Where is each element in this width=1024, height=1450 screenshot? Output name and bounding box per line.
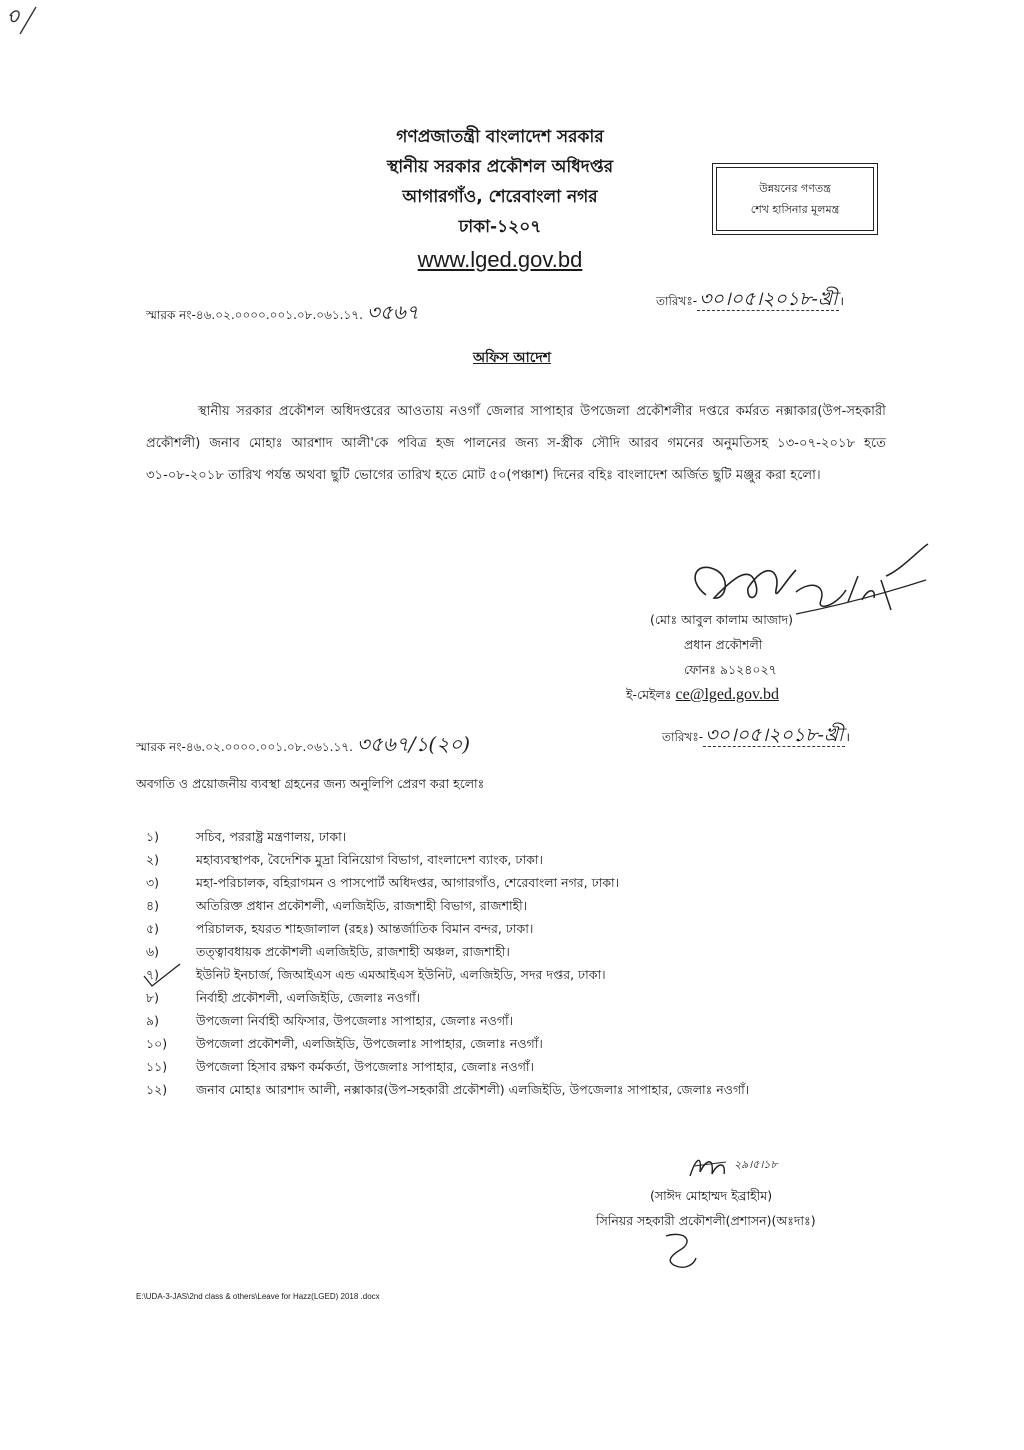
distribution-item	[146, 1032, 906, 1055]
distribution-item	[146, 894, 906, 917]
email-label: ই-মেইলঃ	[626, 687, 672, 702]
date-label: তারিখঃ-	[656, 294, 698, 308]
distribution-list	[146, 825, 906, 1101]
distribution-item-number: ৯)	[146, 1013, 159, 1028]
memo-date-1	[656, 288, 844, 313]
signatory-designation: সিনিয়র সহকারী প্রকৌশলী(প্রশাসন)(অঃদাঃ)	[596, 1213, 816, 1228]
distribution-item-text: সচিব, পররাষ্ট্র মন্ত্রণালয়, ঢাকা।	[196, 829, 347, 844]
date-handwritten: ৩০।০৫।২০১৮-খ্রী	[699, 288, 838, 310]
memo-number-handwritten: ৩৫৬৭	[366, 300, 419, 324]
date-handwritten: ৩০।০৫।২০১৮-খ্রী	[705, 724, 844, 746]
distribution-item	[146, 917, 906, 940]
letterhead	[280, 122, 720, 276]
distribution-item-number: ১২)	[146, 1082, 168, 1097]
government-title: গণপ্রজাতন্ত্রী বাংলাদেশ সরকার	[396, 127, 604, 147]
distribution-item-text: পরিচালক, হযরত শাহজালাল (রহঃ) আন্তর্জাতিক বিমান বন্দর, ঢাকা।	[196, 921, 534, 936]
distribution-item-number: ৮)	[146, 990, 159, 1005]
distribution-item-text: উপজেলা হিসাব রক্ষণ কর্মকর্তা, উপজেলাঃ সাপাহার, জেলাঃ নওগাঁ।	[196, 1059, 535, 1074]
signature-date: ২৯।৫।১৮	[734, 1158, 778, 1171]
distribution-item-number: ৪)	[146, 898, 159, 913]
city-line: ঢাকা-১২০৭	[458, 217, 542, 237]
distribution-item-text: মহা-পরিচালক, বহিরাগমন ও পাসপোর্ট অধিদপ্তর, আগারগাঁও, শেরেবাংলা নগর, ঢাকা।	[196, 875, 620, 890]
distribution-item-number: ৭)	[146, 967, 160, 982]
address-line: আগারগাঁও, শেরেবাংলা নগর	[402, 187, 598, 207]
office-order-title: অফিস আদেশ	[472, 350, 552, 366]
motto-line-2: শেখ হাসিনার মূলমন্ত্র	[750, 203, 840, 216]
distribution-item-number: ২)	[146, 852, 160, 867]
distribution-item-text: অতিরিক্ত প্রধান প্রকৌশলী, এলজিইডি, রাজশাহী বিভাগ, রাজশাহী।	[196, 898, 528, 913]
distribution-item-number: ১১)	[146, 1059, 168, 1074]
distribution-item-number: ১)	[146, 829, 159, 844]
distribution-item-text: উপজেলা প্রকৌশলী, এলজিইডি, উপজেলাঃ সাপাহার, জেলাঃ নওগাঁ।	[196, 1036, 543, 1051]
motto-box	[712, 163, 878, 235]
page-mark-scribble	[6, 4, 40, 38]
distribution-item-text: তত্ত্বাবধায়ক প্রকৌশলী এলজিইডি, রাজশাহী অঞ্চল, রাজশাহী।	[196, 944, 510, 959]
distribution-item	[146, 1009, 906, 1032]
distribution-item-text: মহাব্যবস্থাপক, বৈদেশিক মুদ্রা বিনিয়োগ বিভাগ, বাংলাদেশ ব্যাংক, ঢাকা।	[196, 852, 543, 867]
distribution-item-text: নির্বাহী প্রকৌশলী, এলজিইডি, জেলাঃ নওগাঁ।	[196, 990, 421, 1005]
signatory-phone: ফোনঃ ৯১২৪০২৭	[684, 662, 777, 677]
motto-line-1: উন্নয়নের গণতন্ত্র	[759, 182, 831, 195]
memo-date-2	[662, 724, 850, 749]
chief-engineer-block	[626, 607, 794, 707]
memo-label: স্মারক নং-৪৬.০২.০০০০.০০১.০৮.০৬১.১৭.	[146, 308, 363, 322]
distribution-item	[146, 871, 906, 894]
date-label: তারিখঃ-	[662, 730, 704, 744]
date-end: ।	[845, 730, 851, 744]
distribution-item-number: ৬)	[146, 944, 160, 959]
signatory-name: (সাঈদ মোহাম্মদ ইব্রাহীম)	[650, 1188, 773, 1203]
distribution-item	[146, 940, 906, 963]
distribution-item-text: উপজেলা নির্বাহী অফিসার, উপজেলাঃ সাপাহার, জেলাঃ নওগাঁ।	[196, 1013, 514, 1028]
email-link[interactable]: ce@lged.gov.bd	[675, 686, 779, 703]
page-number-mark	[6, 4, 40, 38]
memo-reference-1	[146, 298, 419, 331]
distribution-item	[146, 825, 906, 848]
motto-box-inner	[716, 167, 874, 231]
office-order-heading	[0, 346, 1024, 370]
signatory-designation: প্রধান প্রকৌশলী	[684, 637, 763, 652]
order-body-paragraph: স্থানীয় সরকার প্রকৌশল অধিদপ্তরের আওতায় নওগাঁ জেলার সাপাহার উপজেলা প্রকৌশলীর দপ্তরে কর্মরত নক্সাকার(উপ-সহকারী প্রকৌশলী) জনাব মোহাঃ আরশাদ আলী'কে পবিত্র হজ পালনের জন্য স-স্ত্রীক সৌদি আরব গমনের অনুমতিসহ ১৩-০৭-২০১৮ হতে ৩১-০৮-২০১৮ তারিখ পর্যন্ত অথবা ছুটি ভোগের তারিখ হতে মোট ৫০(পঞ্চাশ) দিনের বহিঃ বাংলাদেশ অর্জিত ছুটি মঞ্জুর করা হলো।	[146, 404, 886, 483]
initial-scribble	[656, 1228, 702, 1274]
department-title: স্থানীয় সরকার প্রকৌশল অধিদপ্তর	[386, 157, 614, 177]
distribution-item-text: ইউনিট ইনচার্জ, জিআইএস এন্ড এমআইএস ইউনিট, এলজিইডি, সদর দপ্তর, ঢাকা।	[196, 967, 606, 982]
memo-reference-2	[136, 730, 470, 763]
signatory-email-row	[626, 682, 793, 707]
memo-number-handwritten: ৩৫৬৭/১(২০)	[356, 732, 471, 756]
distribution-item	[146, 1078, 906, 1101]
signatory-name: (মোঃ আবুল কালাম আজাদ)	[650, 612, 794, 627]
distribution-item-number: ৫)	[146, 921, 159, 936]
distribution-item-text: জনাব মোহাঃ আরশাদ আলী, নক্সাকার(উপ-সহকারী প্রকৌশলী) এলজিইডি, উপজেলাঃ সাপাহার, জেলাঃ নওগাঁ।	[196, 1082, 750, 1097]
distribution-item	[146, 1055, 906, 1078]
file-path-footer: E:\UDA-3-JAS\2nd class & others\Leave for Hazz(LGED) 2018 .docx	[136, 1292, 380, 1301]
date-end: ।	[839, 294, 845, 308]
memo-label: স্মারক নং-৪৬.০২.০০০০.০০১.০৮.০৬১.১৭.	[136, 740, 353, 754]
distribution-item-number: ৩)	[146, 875, 160, 890]
distribution-item-number: ১০)	[146, 1036, 168, 1051]
senior-engineer-block	[596, 1183, 816, 1233]
website-link[interactable]: www.lged.gov.bd	[417, 247, 583, 272]
distribution-intro: অবগতি ও প্রয়োজনীয় ব্যবস্থা গ্রহনের জন্য অনুলিপি প্রেরণ করা হলোঃ	[136, 776, 485, 791]
distribution-item	[146, 963, 906, 986]
distribution-item	[146, 848, 906, 871]
distribution-item	[146, 986, 906, 1009]
